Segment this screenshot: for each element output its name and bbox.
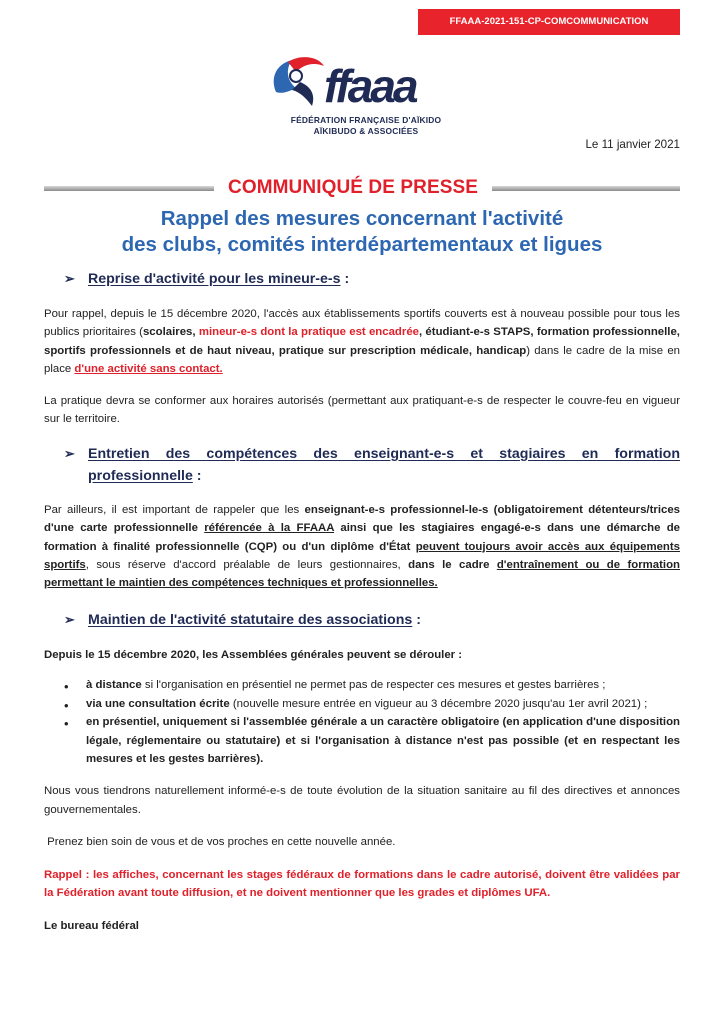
document-reference-tag: FFAAA-2021-151-CP-COMCOMMUNICATION	[418, 9, 680, 35]
list-item: • via une consultation écrite (nouvelle mesure entrée en vigueur au 3 décembre 2020 jusqu'au 1er avril 2021) ;	[44, 695, 680, 713]
paragraph-reprise-2: La pratique devra se conformer aux horaires autorisés (permettant aux pratiquant-e-s de respecter le couvre-feu en vigueur sur le territoire.	[44, 394, 680, 426]
title-rule-left	[44, 186, 214, 191]
section-heading-entretien: ➢ Entretien des compétences des enseignant-e-s et stagiaires en formation professionnelle :	[64, 443, 680, 487]
press-title: COMMUNIQUÉ DE PRESSE	[228, 177, 479, 198]
section-heading-reprise: ➢ Reprise d'activité pour les mineur-e-s :	[64, 268, 680, 291]
subtitle-line-2: des clubs, comités interdépartementaux et ligues	[121, 233, 603, 257]
paragraph-wishes: Prenez bien soin de vous et de vos proches en cette nouvelle année.	[44, 836, 396, 849]
paragraph-maintien-intro: Depuis le 15 décembre 2020, les Assemblées générales peuvent se dérouler :	[44, 648, 463, 661]
section-title-maintien: Maintien de l'activité statutaire des associations	[88, 611, 413, 628]
signature: Le bureau fédéral	[44, 919, 139, 932]
arrow-bullet-icon: ➢	[64, 271, 75, 286]
arrow-bullet-icon: ➢	[64, 445, 75, 461]
section-title-entretien: Entretien des compétences des enseignant-e-s et stagiaires en formation professionnelle	[88, 445, 680, 484]
logo-line-federation: FÉDÉRATION FRANÇAISE D'AÏKIDO	[290, 115, 442, 125]
list-item: • à distance si l'organisation en présentiel ne permet pas de respecter ces mesures et gestes barrières ;	[44, 676, 680, 694]
assembly-options-list	[44, 676, 680, 768]
paragraph-rappel: Rappel : les affiches, concernant les stages fédéraux de formations dans le cadre autorisé, doivent être validées par la Fédération avant toute diffusion, et ne doivent mentionner que les grades et diplômes UFA.	[44, 868, 680, 900]
list-item: • en présentiel, uniquement si l'assemblée générale a un caractère obligatoire (en application d'une disposition légale, réglementaire ou statutaire) et si l'organisation à distance n'est pas possible (et en respectant les mesures et les gestes barrières).	[44, 713, 680, 768]
document-body	[44, 268, 680, 935]
arrow-bullet-icon: ➢	[64, 611, 75, 627]
paragraph-reprise-1: Pour rappel, depuis le 15 décembre 2020, l'accès aux établissements sportifs couverts est à nouveau possible pour tous les publics prioritaires (scolaires, mineur-e-s dont la pratique est encadrée, étudiant-e-s STAPS, formation professionnelle, sportifs professionnels et de haut niveau, pratique sur prescription médicale, handicap) dans le cadre de la mise en place d'une activité sans contact.	[44, 307, 680, 376]
section-heading-maintien: ➢ Maintien de l'activité statutaire des associations :	[64, 609, 680, 632]
ffaaa-logo-mark	[266, 52, 466, 114]
press-subtitle	[44, 206, 680, 259]
press-heading	[44, 173, 680, 259]
logo-letters: ffaaa	[324, 60, 416, 112]
paragraph-information: Nous vous tiendrons naturellement informé-e-s de toute évolution de la situation sanitaire au fil des directives et annonces gouvernementales.	[44, 785, 680, 816]
subtitle-line-1: Rappel des mesures concernant l'activité	[160, 206, 564, 230]
document-date: Le 11 janvier 2021	[585, 138, 680, 151]
paragraph-entretien: Par ailleurs, il est important de rappeler que les enseignant-e-s professionnel-le-s (obligatoirement détenteurs/trices d'une carte professionnelle référencée à la FFAAA ainsi que les stagiaires engagé-e-s dans une démarche de formation à finalité professionnelle (CQP) ou d'un diplôme d'État peuvent toujours avoir accès aux équipements sportifs, sous réserve d'accord préalable de leurs gestionnaires, dans le cadre d'entraînement ou de formation permettant le maintien des compétences techniques et professionnelles.	[44, 503, 680, 590]
press-title-row	[44, 173, 680, 204]
logo-line-aikibudo: AÏKIBUDO & ASSOCIÉES	[313, 126, 419, 136]
section-title-reprise: Reprise d'activité pour les mineur-e-s	[88, 271, 341, 287]
title-rule-right	[492, 186, 680, 191]
ffaaa-logo	[266, 52, 466, 148]
